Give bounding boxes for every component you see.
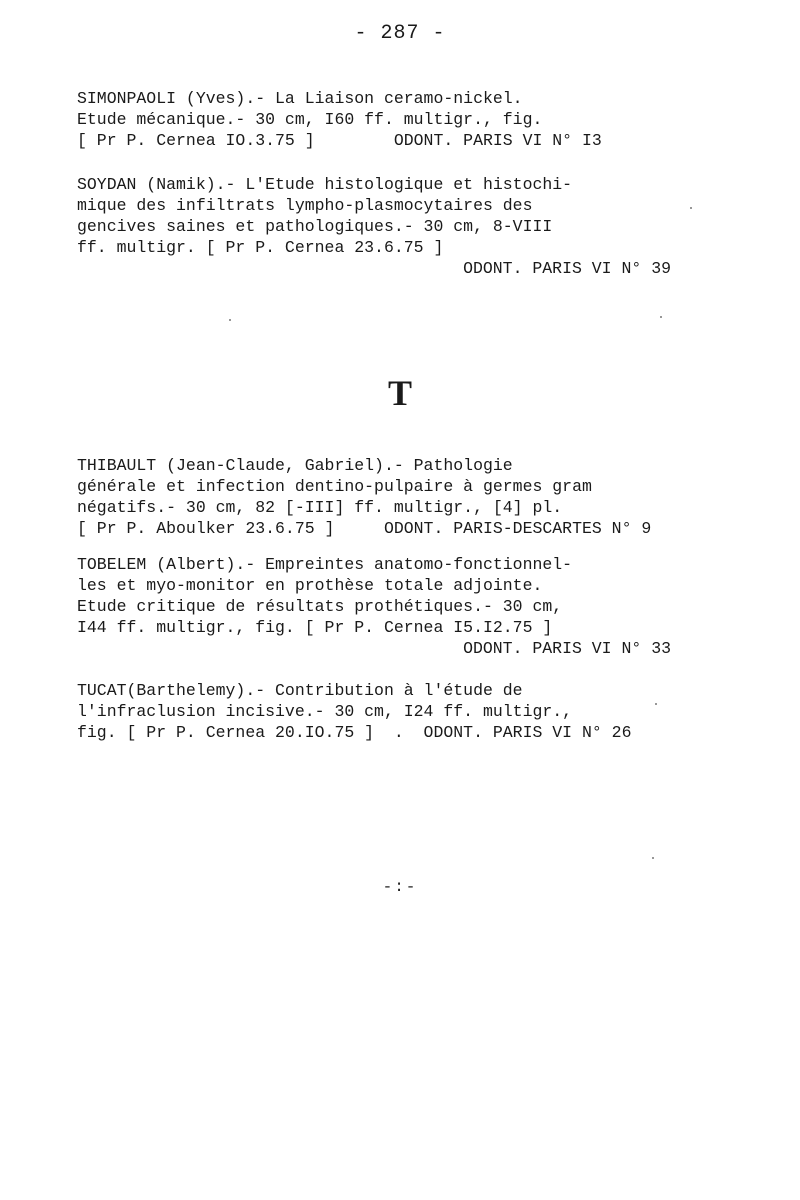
bibliography-entry	[77, 174, 717, 279]
bibliography-entry	[77, 680, 717, 743]
entry-line: SIMONPAOLI (Yves).- La Liaison ceramo-nickel.	[77, 89, 523, 108]
scan-speck	[660, 316, 662, 318]
entry-line: les et myo-monitor en prothèse totale adjointe.	[77, 576, 543, 595]
entry-line: gencives saines et pathologiques.- 30 cm, 8-VIII	[77, 217, 553, 236]
entry-line: générale et infection dentino-pulpaire à germes gram	[77, 477, 592, 496]
scan-speck	[652, 857, 654, 859]
scan-speck	[229, 319, 231, 321]
entry-line: TOBELEM (Albert).- Empreintes anatomo-fonctionnel-	[77, 555, 573, 574]
entry-line: Etude critique de résultats prothétiques.- 30 cm,	[77, 597, 563, 616]
entry-line: TUCAT(Barthelemy).- Contribution à l'étude de	[77, 681, 523, 700]
entry-line: ODONT. PARIS VI N° 33	[463, 639, 671, 658]
bibliography-entry	[77, 88, 717, 151]
bibliography-entry	[77, 554, 717, 659]
entry-line: [ Pr P. Aboulker 23.6.75 ] ODONT. PARIS-DESCARTES N° 9	[77, 519, 652, 538]
entry-line: Etude mécanique.- 30 cm, I60 ff. multigr., fig.	[77, 110, 543, 129]
bibliography-entry	[77, 455, 717, 539]
scan-speck	[655, 703, 657, 705]
entry-line: ff. multigr. [ Pr P. Cernea 23.6.75 ]	[77, 238, 444, 257]
page-number: - 287 -	[354, 22, 446, 45]
entry-line: SOYDAN (Namik).- L'Etude histologique et histochi-	[77, 175, 573, 194]
page-end-mark: -:-	[382, 878, 418, 896]
section-letter: T	[387, 373, 412, 413]
entry-line: négatifs.- 30 cm, 82 [-III] ff. multigr., [4] pl.	[77, 498, 563, 517]
scan-speck	[690, 207, 692, 209]
entry-line: ODONT. PARIS VI N° 39	[463, 259, 671, 278]
entry-line: fig. [ Pr P. Cernea 20.IO.75 ] . ODONT. PARIS VI N° 26	[77, 723, 632, 742]
entry-line: [ Pr P. Cernea IO.3.75 ] ODONT. PARIS VI N° I3	[77, 131, 602, 150]
entry-line: I44 ff. multigr., fig. [ Pr P. Cernea I5.I2.75 ]	[77, 618, 553, 637]
entry-line: l'infraclusion incisive.- 30 cm, I24 ff. multigr.,	[77, 702, 573, 721]
entry-line: THIBAULT (Jean-Claude, Gabriel).- Pathologie	[77, 456, 513, 475]
entry-line: mique des infiltrats lympho-plasmocytaires des	[77, 196, 533, 215]
